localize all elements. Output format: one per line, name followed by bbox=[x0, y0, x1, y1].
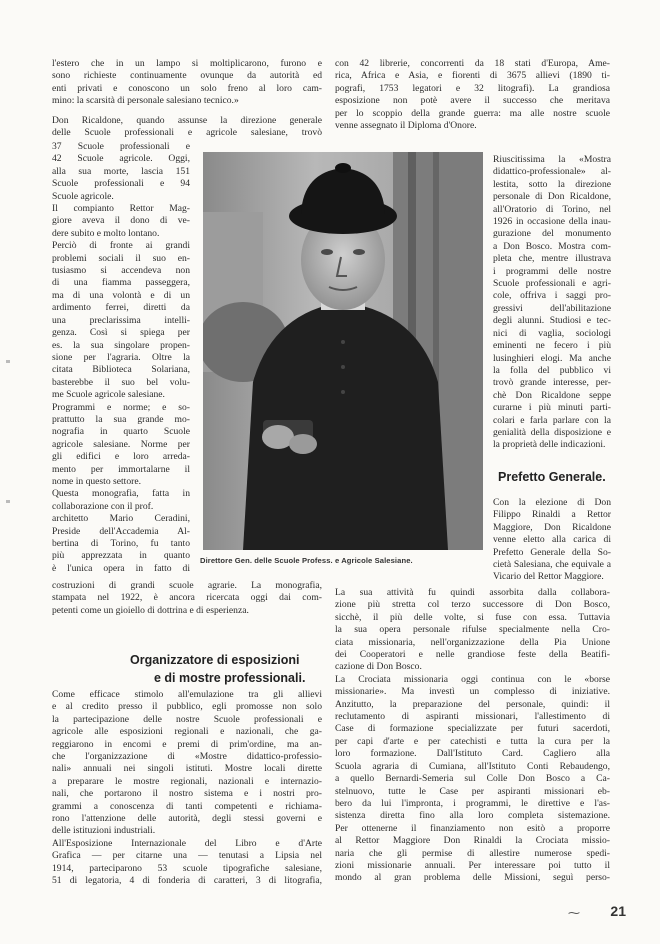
heading-prefetto: Prefetto Generale. bbox=[498, 470, 606, 484]
text-line: stampata nel 1922, è ancora ricercata oggi dai com- bbox=[52, 592, 322, 604]
text-line: mondo al gran problema delle Missioni, seguì perso- bbox=[335, 872, 610, 884]
text-line: Vicario del Rettor Maggiore. bbox=[493, 571, 604, 583]
text-line: nali» annuali nei singoli istituti. Mostre locali dirette bbox=[52, 763, 322, 775]
text-line: nome in questo settore. bbox=[52, 475, 141, 487]
text-line: Riuscitissima la «Mostra bbox=[493, 154, 611, 165]
text-line: ardimento ferrei, diretti da bbox=[52, 302, 190, 314]
text-line: collaborazione con il prof. bbox=[52, 500, 154, 512]
text-line: venne eletto alla carica di bbox=[493, 534, 611, 546]
text-line: agricole salesiane. Norme per bbox=[52, 438, 190, 450]
portrait-photo bbox=[203, 152, 483, 550]
text-line: la partecipazione delle nostre Scuole professionali e bbox=[52, 713, 322, 725]
text-line: naria che gli permise di allestire numerose spedi- bbox=[335, 847, 610, 859]
text-line: Con la elezione di Don bbox=[493, 497, 611, 508]
text-line: didattico-professionale» al- bbox=[493, 166, 611, 178]
text-line: sono richieste continuamente ovunque da autorità ed bbox=[52, 70, 322, 82]
text-line: Programmi e norme; e so- bbox=[52, 401, 190, 413]
text-block-right-lower bbox=[335, 587, 610, 885]
text-line: petenti come un gioiello di dottrina e di esperienza. bbox=[52, 604, 249, 616]
text-line: prattutto la sua grande mo- bbox=[52, 413, 190, 425]
photo-caption: Direttore Gen. delle Scuole Profess. e Agricole Salesiane. bbox=[200, 556, 413, 565]
text-line: rica, Africa e Asia, e fiorenti di 3675 allievi (1890 ti- bbox=[335, 70, 610, 82]
text-line: più apprezzata in quanto bbox=[52, 550, 190, 562]
text-line: Maggiore, Don Ricaldone bbox=[493, 521, 611, 533]
text-line: nici di vaglia, sociologi bbox=[493, 327, 611, 339]
text-line: sicchè, il più delle volte, si fuse con essa. Tuttavia bbox=[335, 611, 610, 623]
text-block-left-column bbox=[52, 141, 190, 575]
text-line: la proprietà delle indicazioni. bbox=[493, 439, 606, 451]
text-line: dei Cooperatori e nelle grandiose feste della Beatifi- bbox=[335, 649, 610, 661]
text-line: delle Scuole professionali e agricole salesiane, trovò bbox=[52, 127, 322, 139]
text-line: cole, offriva i saggi pro- bbox=[493, 290, 611, 302]
text-line: missionarie». Ma investì un complesso di iniziative. bbox=[335, 686, 610, 698]
text-line: lestita, sotto la direzione bbox=[493, 178, 611, 190]
text-line: Prefetto Generale della So- bbox=[493, 546, 611, 558]
text-block-organizzatore bbox=[52, 689, 322, 888]
text-line: es. la sua singolare propen- bbox=[52, 339, 190, 351]
text-line: per capi d'arte e per catechisti e tutta la cura per la bbox=[335, 735, 610, 747]
heading-organizzatore-2: e di mostre professionali. bbox=[154, 671, 306, 685]
text-line: i programmi delle nostre bbox=[493, 265, 611, 277]
text-line: genza. Così si spiega per bbox=[52, 327, 190, 339]
text-line: rono l'attenzione delle autorità, degli stessi governi e bbox=[52, 813, 322, 825]
text-line: trovò grande interesse, per- bbox=[493, 377, 611, 389]
text-block-prefetto bbox=[493, 497, 611, 584]
text-line: giore aveva il dono di ve- bbox=[52, 215, 190, 227]
portrait-image bbox=[203, 152, 483, 550]
text-line: dere subito e molto lontano. bbox=[52, 227, 160, 239]
text-line: La sua attività fu quindi assorbita dalla collabora- bbox=[335, 587, 610, 598]
text-line: l'estero che in un lampo si moltiplicarono, furono e bbox=[52, 58, 322, 69]
text-line: nografia in quarto Scuole bbox=[52, 426, 190, 438]
text-line: gressivi dell'abilitazione bbox=[493, 302, 611, 314]
text-line: ciata missionaria, nell'organizzazione della Pia Unione bbox=[335, 636, 610, 648]
text-line: lusinghieri elogi. Ma anche bbox=[493, 352, 611, 364]
text-line: tusiasmo si accendeva non bbox=[52, 265, 190, 277]
page-number-ornament: ⁓ bbox=[568, 906, 580, 920]
text-line: e al credito presso il pubblico, egli promosse non solo bbox=[52, 701, 322, 713]
text-line: genialità della disposizione e bbox=[493, 426, 611, 438]
text-line: gurazione del monumento bbox=[493, 228, 611, 240]
text-line: enti privati e conoscono un solo freno al loro cam- bbox=[52, 82, 322, 94]
text-line: gli edifici e loro arreda- bbox=[52, 451, 190, 463]
text-line: Scuola agraria di Cumiana, all'Istituto Conti Rebaudengo, bbox=[335, 760, 610, 772]
text-line: bertina di Torino, fu tanto bbox=[52, 538, 190, 549]
text-line: architetto Mario Ceradini, bbox=[52, 513, 190, 525]
text-line: delle istituzioni industriali. bbox=[52, 825, 156, 837]
text-line: curarne i più minuti parti- bbox=[493, 402, 611, 414]
text-line: loro formazione. Dall'Istituto Card. Cagliero alla bbox=[335, 748, 610, 760]
text-line: zioni missionarie annuali. Per interessare poi tutto il bbox=[335, 859, 610, 871]
text-line: per lo scoppio della grande guerra: ma alle nostre scuole bbox=[335, 107, 610, 119]
text-line: degli alunni. Studiosi e tec- bbox=[493, 315, 611, 327]
text-line: Scuole professionali e 94 bbox=[52, 178, 190, 190]
margin-mark bbox=[6, 360, 10, 363]
text-line: esposizione non potè avere il successo che meritava bbox=[335, 95, 610, 107]
text-line: citata Biblioteca Solariana, bbox=[52, 364, 190, 376]
text-line: eminenti ne fecero i più bbox=[493, 340, 611, 352]
text-line: All'Esposizione Internazionale del Libro e d'Arte bbox=[52, 837, 322, 849]
text-line: me Scuole agricole salesiane. bbox=[52, 389, 165, 401]
text-line: costruzioni di grandi scuole agrarie. La monografia, bbox=[52, 580, 322, 591]
text-line: con 42 librerie, concorrenti da 18 stati d'Europa, Ame- bbox=[335, 58, 610, 69]
text-line: basterebbe il suo bel volu- bbox=[52, 376, 190, 388]
text-line: Scuole professionali e agri- bbox=[493, 278, 611, 290]
page-number: 21 bbox=[610, 903, 626, 919]
text-line: reclutamento di aspiranti missionari, l'allestimento di bbox=[335, 711, 610, 723]
text-line: Questa monografia, fatta in bbox=[52, 488, 190, 500]
text-line: Grafica — per citarne una — tenutasi a Lipsia nel bbox=[52, 850, 322, 862]
text-block-left-para2 bbox=[52, 115, 322, 140]
text-line: zione più stretta col terzo successore di Don Bosco, bbox=[335, 599, 610, 611]
text-line: una preclarissima intelli- bbox=[52, 314, 190, 326]
text-line: personale di Don Ricaldone, bbox=[493, 191, 611, 203]
text-line: è l'unica opera in fatto di bbox=[52, 562, 190, 574]
text-line: Anzitutto, la preparazione del personale, quindi: il bbox=[335, 698, 610, 710]
text-line: pografi, 1753 legatori e 32 litografi). La grandiosa bbox=[335, 82, 610, 94]
text-line: sione per l'agraria. Oltre la bbox=[52, 351, 190, 363]
text-line: Preside dell'Accademia Al- bbox=[52, 525, 190, 537]
text-line: stelnuovo, tutte le Case per aspiranti missionari eb- bbox=[335, 785, 610, 797]
text-line: grammi a conoscenza di tanti competenti e richiama- bbox=[52, 800, 322, 812]
text-line: alla sua morte, lascia 151 bbox=[52, 165, 190, 177]
text-line: 1914, parteciparono 53 scuole tipografiche salesiane, bbox=[52, 862, 322, 874]
text-line: la sua opera personale rifulse specialmente nella Cro- bbox=[335, 624, 610, 636]
text-line: di una fiamma passeggera, bbox=[52, 277, 190, 289]
text-line: ma di una volontà e di un bbox=[52, 289, 190, 301]
text-block-left-after bbox=[52, 580, 322, 617]
text-line: agricole alle esposizioni regionali e nazionali, che ga- bbox=[52, 726, 322, 738]
text-line: la folla del pubblico vi bbox=[493, 364, 611, 376]
text-line: a preparare le mostre regionali, nazionali e internazio- bbox=[52, 775, 322, 787]
text-line: a Don Bosco. Mostra com- bbox=[493, 240, 611, 252]
text-line: cazione di Don Bosco. bbox=[335, 661, 422, 673]
text-line: 51 di legatoria, 4 di fonderia di caratteri, 3 di litografia, bbox=[52, 875, 322, 887]
text-line: mento per immortalarne il bbox=[52, 463, 190, 475]
text-line: pleta che, mentre illustrava bbox=[493, 253, 611, 265]
text-line: reggiarono in encomi e premi di prim'ordine, ma an- bbox=[52, 738, 322, 750]
text-line: Scuole agricole. bbox=[52, 190, 114, 202]
text-line: nali, che portarono il nostro sistema e i nostri pro- bbox=[52, 788, 322, 800]
text-line: cietà Salesiana, che equivale a bbox=[493, 559, 611, 571]
heading-organizzatore-1: Organizzatore di esposizioni bbox=[130, 653, 300, 667]
text-line: 42 Scuole agricole. Oggi, bbox=[52, 153, 190, 165]
text-block-right-column bbox=[493, 154, 611, 452]
text-line: venne assegnato il Diploma d'Onore. bbox=[335, 120, 477, 132]
text-line: mino: la scarsità di personale salesiano tecnico.» bbox=[52, 95, 239, 107]
text-line: Il compianto Rettor Mag- bbox=[52, 203, 190, 215]
text-line: bero da lui l'impronta, i programmi, le direttive e l'as- bbox=[335, 797, 610, 809]
text-block-right-top bbox=[335, 58, 610, 132]
text-line: Case di formazione specializzate per futuri sacerdoti, bbox=[335, 723, 610, 735]
text-line: colari e farla parlare con la bbox=[493, 414, 611, 426]
text-line: 1926 in occasione della inau- bbox=[493, 216, 611, 228]
text-line: all'Oratorio di Torino, nel bbox=[493, 203, 611, 215]
text-line: sistenza diretta fino alla loro completa sistemazione. bbox=[335, 810, 610, 822]
text-line: Don Ricaldone, quando assunse la direzione generale bbox=[52, 115, 322, 126]
text-line: Per ottenerne il finanziamento non esitò a proporre bbox=[335, 822, 610, 834]
text-line: che l'organizzazione di «Mostre didattico-professio- bbox=[52, 751, 322, 763]
text-line: chè Don Ricaldone seppe bbox=[493, 389, 611, 401]
text-block-left-top bbox=[52, 58, 322, 108]
margin-mark bbox=[6, 500, 10, 503]
text-line: La Crociata missionaria oggi continua con le «borse bbox=[335, 673, 610, 685]
text-line: problemi sociali il suo en- bbox=[52, 252, 190, 264]
text-line: Perciò di fronte ai grandi bbox=[52, 240, 190, 252]
text-line: 37 Scuole professionali e bbox=[52, 141, 190, 152]
text-line: al Rettor Maggiore Don Rinaldi la Crociata missio- bbox=[335, 835, 610, 847]
text-line: a quello Bernardi-Semeria sul Colle Don Bosco a Ca- bbox=[335, 773, 610, 785]
text-line: Filippo Rinaldi a Rettor bbox=[493, 509, 611, 521]
text-line: Come efficace stimolo all'emulazione tra gli allievi bbox=[52, 689, 322, 700]
